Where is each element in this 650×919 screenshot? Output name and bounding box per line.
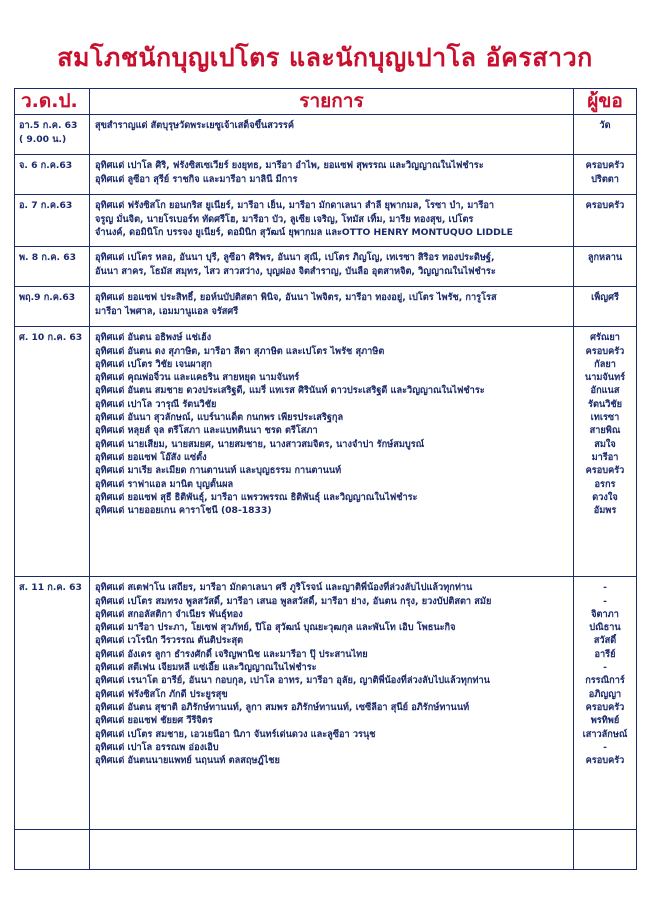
item-line: อุทิศแด่ มาเรีย ละเมียด กานตานนท์ และบุญธรรม กานตานนท์ xyxy=(95,465,342,477)
requester-cell xyxy=(574,155,637,195)
page-title: สมโภชนักบุญเปโตร และนักบุญเปาโล อัครสาวก xyxy=(57,43,593,72)
date-cell xyxy=(15,115,90,155)
table-row xyxy=(15,577,637,830)
item-line: อุทิศแด่ เปโตร สมทรง พูลสวัสดิ์, มารีอา เสนอ พูลสวัสดิ์, มารีอา ย่าง, อันตน กรุง, ยวงบัปติสตา สมัย xyxy=(95,595,492,607)
items-cell xyxy=(90,115,574,155)
requester-name: มารีอา xyxy=(591,451,619,463)
requester-name: อัมพร xyxy=(593,505,617,517)
requester-name: เสาวลักษณ์ xyxy=(582,728,628,740)
requester-name: เทเรซา xyxy=(590,412,620,424)
items-cell xyxy=(90,577,574,830)
intentions-table xyxy=(14,88,637,870)
item-line: อุทิศแด่ อันตน ดง สุภาษิต, มารีอา สีดา สุภาษิต และเปโตร ไพรัช สุภาษิต xyxy=(95,345,385,357)
item-line: อุทิศแด่ เปโตร วิชัย เจนผาสุก xyxy=(95,358,212,370)
item-line: สุขสำราญแด่ สัตบุรุษวัดพระเยซูเจ้าเสด็จขึ้นสวรรค์ xyxy=(95,120,294,132)
date-cell xyxy=(15,287,90,327)
requester-name: ครอบครัว xyxy=(585,465,625,477)
header-row xyxy=(15,89,637,115)
item-line: อุทิศแด่ ยอแซฟ สุธี ธิติพันธุ์, มารีอา แพรวพรรณ ธิติพันธุ์ และวิญญาณในไฟชำระ xyxy=(95,491,418,503)
date-cell xyxy=(15,247,90,287)
requester-name: ครอบครัว xyxy=(585,701,625,713)
item-line: อุทิศแด่ สตีเฟน เจียมหลี แซ่เอี๊ย และวิญญาณในไฟชำระ xyxy=(95,662,317,674)
item-line: อุทิศแด่ เวโรนิก วีรวรรณ ตันติประสุต xyxy=(95,635,244,647)
date-text: พฤ.9 ก.ค.63 xyxy=(19,292,76,304)
table-row xyxy=(15,327,637,577)
requester-cell xyxy=(574,115,637,155)
item-line: อุทิศแด่ นายออยเกน คาราโชนี (08-1833) xyxy=(95,505,272,517)
item-line: อุทิศแด่ อันตน สมชาย ดวงประเสริฐดี, แมรี่ แทเรส ศิรินันท์ ดาวประเสริฐดี และวิญญาณในไฟชำระ xyxy=(95,385,485,397)
table-body xyxy=(15,115,637,870)
item-line: อุทิศแด่ อันตน อธิพงษ์ แช่เฮ้ง xyxy=(95,332,212,344)
date-cell xyxy=(15,577,90,830)
requester-name: ครอบครัว xyxy=(585,755,625,767)
item-line: อุทิศแด่ อันตนนายแพทย์ นฤนนท์ ตลสฤษฎ์ไชย xyxy=(95,755,280,767)
requester-name: อรกร xyxy=(594,478,616,490)
requester-name: ปณิธาน xyxy=(589,622,621,634)
items-cell xyxy=(90,247,574,287)
empty-cell xyxy=(90,830,574,870)
item-line: มารีอา ไพศาล, เอมมานูแอล จรัสศรี xyxy=(95,305,239,317)
items-cell xyxy=(90,287,574,327)
item-line: อุทิศแด่ อันตน สุชาติ อภิรักษ์ทานนท์, ลูกา สมพร อภิรักษ์ทานนท์, เซซีลีอา สุนีย์ อภิรักษ์ทานนท์ xyxy=(95,701,470,713)
items-cell xyxy=(90,327,574,577)
requester-name: - xyxy=(603,741,607,753)
requester-name: อักแนส xyxy=(590,385,620,397)
empty-cell xyxy=(15,830,90,870)
requester-name: ครอบครัว xyxy=(585,200,625,212)
item-line: อุทิศแด่ ลูซีอา สุรีย์ ราชกิจ และมารีอา มาลินี มีการ xyxy=(95,173,298,185)
item-line: อันนา สาคร, โธมัส สมุทร, ไสว สาวสว่าง, บุญผ่อง จิตสำราญ, บันลือ อุตสาหจิต, วิญญาณในไฟชำระ xyxy=(95,265,496,277)
date-text: อ. 7 ก.ค.63 xyxy=(19,200,73,212)
item-line: อุทิศแด่ ยอแซฟ ประสิทธิ์, ยอห์นบัปติสตา พินิจ, อันนา ไพจิตร, มารีอา ทองอยู่, เปโตร ไพรัช, การูโรส xyxy=(95,292,497,304)
requester-name: ครอบครัว xyxy=(585,160,625,172)
items-cell xyxy=(90,195,574,247)
date-text: จ. 6 ก.ค.63 xyxy=(19,160,73,172)
requester-name: - xyxy=(603,662,607,674)
item-line: อุทิศแด่ คุณพ่อจิ๋วน และแคธริน สายหยุด นามจันทร์ xyxy=(95,372,300,384)
items-cell xyxy=(90,155,574,195)
requester-name: ดวงใจ xyxy=(592,491,618,503)
requester-name: รัตนวิชัย xyxy=(588,398,622,410)
item-line: อุทิศแด่ มารีอา ประภา, โยเซฟ สุวภัทย์, ปิโอ สุวัฒน์ บุณยะวุฒกุล และพันโท เอิบ โพธนะกิจ xyxy=(95,622,456,634)
item-line: อุทิศแด่ เปาโล ศิริ, ฟรังซิสเซเวียร์ ยงยุทธ, มารีอา อำไพ, ยอแซฟ สุพรรณ และวิญญาณในไฟชำระ xyxy=(95,160,484,172)
empty-cell xyxy=(574,830,637,870)
date-cell xyxy=(15,195,90,247)
table-row xyxy=(15,287,637,327)
item-line: อุทิศแด่ หลุยส์ จุล ตรีโสภา และแบทตินนา ชรด ตรีโสภา xyxy=(95,425,318,437)
requester-name: อารีย์ xyxy=(594,648,616,660)
date-text: พ. 8 ก.ค. 63 xyxy=(19,252,77,264)
item-line: อุทิศแด่ ราฟาแอล มานิต บุญตั้นผล xyxy=(95,478,234,490)
table-row xyxy=(15,155,637,195)
item-line: อุทิศแด่ ฟรังซิสโก ภักดี ประยูรสุข xyxy=(95,688,228,700)
header-by: ผู้ขอ xyxy=(574,89,637,115)
requester-name: สมใจ xyxy=(594,438,616,450)
item-line: อุทิศแด่ เปโตร หลอ, อันนา บุรี, ลูซีอา ศิริพร, อันนา สุณี, เปโตร ภิญโญ, เทเรซา สิริอร ทองประดิษฐ์, xyxy=(95,252,495,264)
requester-name: วัด xyxy=(599,120,611,132)
item-line: อุทิศแด่ ยอแซฟ โอ๊สัง แซ่ตั้ง xyxy=(95,451,207,463)
requester-cell xyxy=(574,327,637,577)
requester-name: ครอบครัว xyxy=(585,345,625,357)
requester-cell xyxy=(574,195,637,247)
table-row xyxy=(15,247,637,287)
requester-name: นามจันทร์ xyxy=(584,372,626,384)
item-line: อุทิศแด่ เปาโล วารุณี รัตนวิชัย xyxy=(95,398,217,410)
item-line: จรูญ มั่นจิต, นายโรเบอร์ท ทัดศรีโฮ, มารีอา บัว, ลูเซีย เจริญ, โทมัส เทิ้ม, มารีย ทองสุข, เปโตร xyxy=(95,213,474,225)
date-cell xyxy=(15,155,90,195)
requester-name: กรรณิการ์ xyxy=(585,675,625,687)
header-items: รายการ xyxy=(90,89,574,115)
requester-name: ลูกหลาน xyxy=(587,252,623,264)
requester-cell xyxy=(574,577,637,830)
header-date: ว.ด.ป. xyxy=(15,89,90,115)
item-line: อุทิศแด่ เปโตร สมชาย, เอวเยนีอา นิภา จันทร์เด่นดวง และลูซีอา วรนุช xyxy=(95,728,376,740)
requester-name: สายพิณ xyxy=(589,425,621,437)
requester-name: อภิญญา xyxy=(588,688,622,700)
requester-name: พรทิพย์ xyxy=(590,715,620,727)
item-line: อุทิศแด่ ฟรังซิสโก ยอนกริส ยูเนียร์, มารีอา เย็น, มารีอา มักดาเลนา สำลี ยุพากมล, โรซา บำ, มารีอา xyxy=(95,200,495,212)
date-cell xyxy=(15,327,90,577)
item-line: อุทิศแด่ สเตฟาโน เสถียร, มารีอา มักดาเลนา ศรี ภูริโรจน์ และญาติพี่น้องที่ล่วงลับไปแล้วทุกท่าน xyxy=(95,582,473,594)
requester-name: - xyxy=(603,595,607,607)
requester-name: เพ็ญศรี xyxy=(591,292,619,304)
requester-name: กัลยา xyxy=(594,358,616,370)
item-line: อุทิศแด่ นายเสียม, นายสมยศ, นายสมชาย, นางสาวสมจิตร, นางจำปา รักษ์สมบูรณ์ xyxy=(95,438,425,450)
requester-name: ศรัณยา xyxy=(590,332,620,344)
item-line: อุทิศแด่ ยอแซฟ ชัยยศ วีรีจิตร xyxy=(95,715,213,727)
requester-cell xyxy=(574,287,637,327)
item-line: อุทิศแด่ อันนา สุวลักษณ์, แบร์นาแด็ต กนกพร เพียรประเสริฐกุล xyxy=(95,412,344,424)
item-line: อุทิศแด่ อังเดร ลูกา ธำรงศักดิ์ เจริญพานิช และมารีอา ปุ๊ ประสานไทย xyxy=(95,648,368,660)
requester-name: - xyxy=(603,582,607,594)
date-text: อา.5 ก.ค. 63 xyxy=(19,120,78,132)
requester-cell xyxy=(574,247,637,287)
item-line: อุทิศแด่ เรนาโต อารีย์, อันนา กอบกุล, เปาโล อาทร, มารีอา อุลัย, ญาติพี่น้องที่ล่วงลับไปแล้วทุกท่าน xyxy=(95,675,490,687)
table-row xyxy=(15,195,637,247)
date-text: ศ. 10 ก.ค. 63 xyxy=(19,332,83,344)
requester-name: ปริตตา xyxy=(591,173,619,185)
requester-name: จิตาภา xyxy=(591,608,619,620)
table-row xyxy=(15,115,637,155)
date-text: ( 9.00 น.) xyxy=(19,133,67,145)
item-line: จำนงค์, ดอมินิโก บรรจง ยูเนียร์, ดอมินิก สุวัฒน์ ยุพากมล และOTTO HENRY MONTUQUO LIDDLE xyxy=(95,226,513,238)
item-line: อุทิศแด่ เปาโล อรรณพ อ่องเอิบ xyxy=(95,741,219,753)
requester-name: สวัสดิ์ xyxy=(593,635,617,647)
empty-row xyxy=(15,830,637,870)
date-text: ส. 11 ก.ค. 63 xyxy=(19,582,82,594)
item-line: อุทิศแด่ สกอลัสติกา จำเนียร พันธุ์ทอง xyxy=(95,608,243,620)
